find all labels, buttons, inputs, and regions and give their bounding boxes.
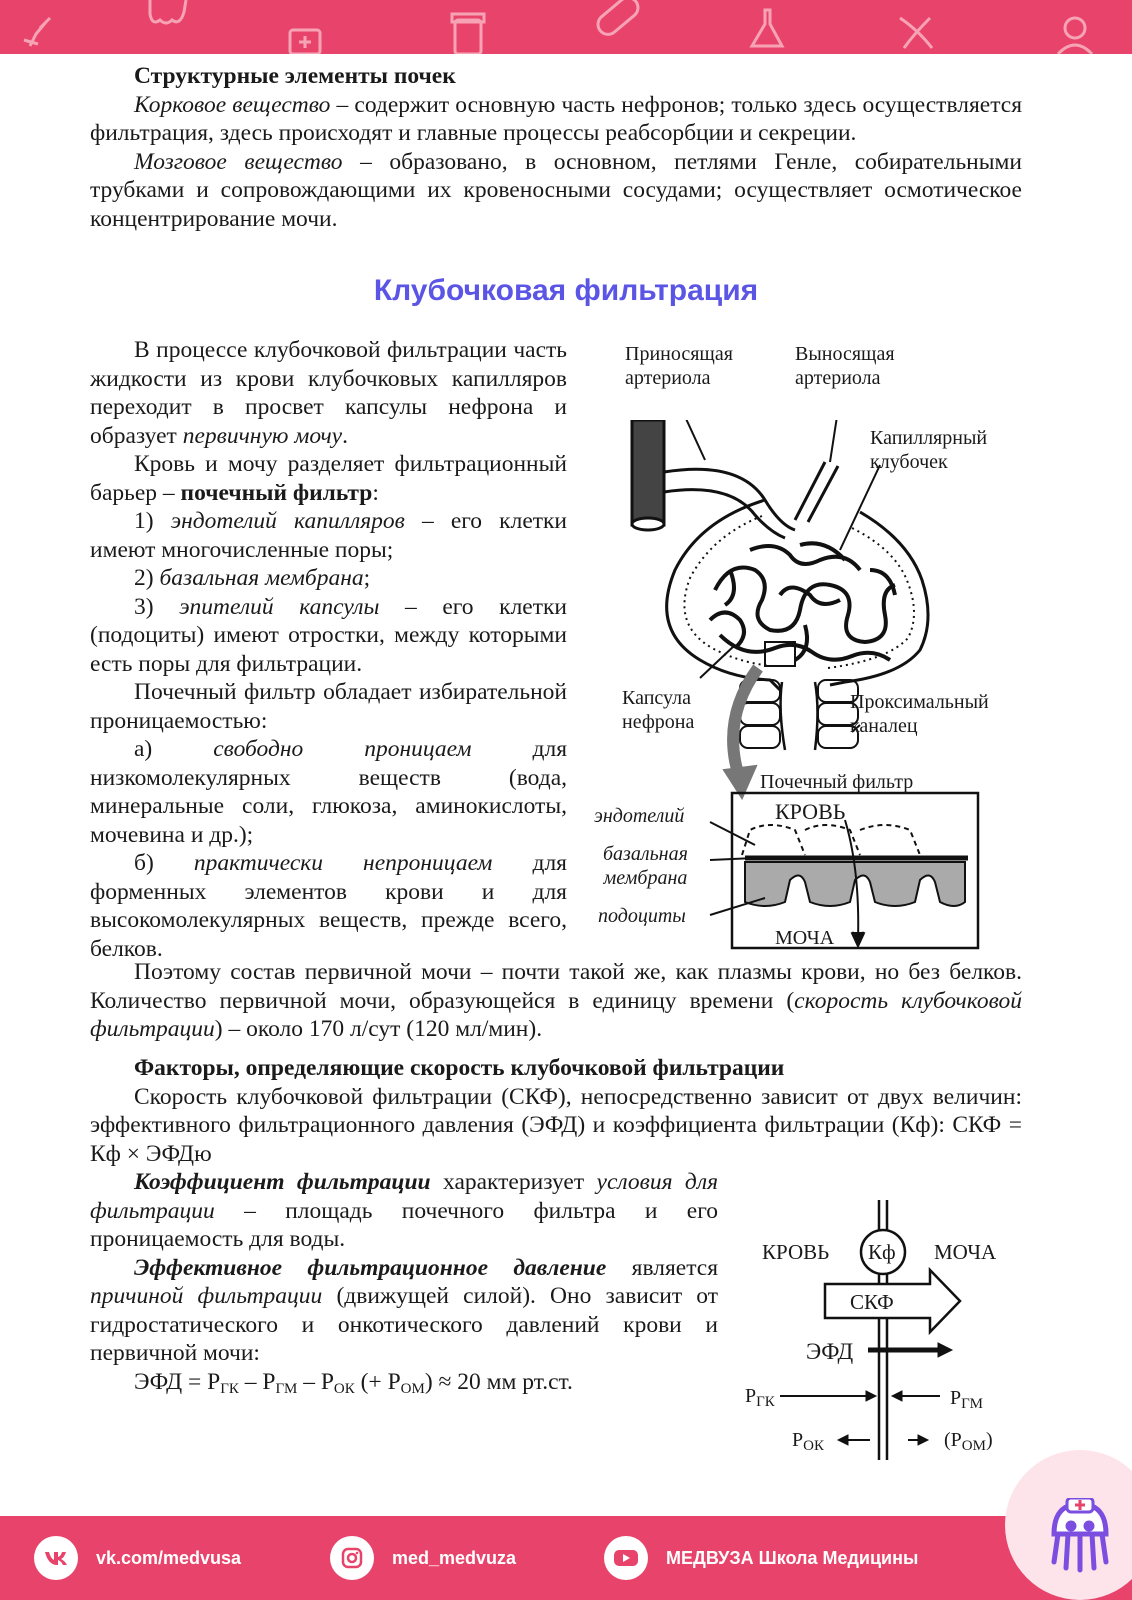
vk-icon <box>34 1536 78 1580</box>
l1c: – его клетки имеют многочисленные поры; <box>90 508 568 563</box>
skf-kf: Кф <box>868 1240 896 1264</box>
p2a: Кровь и мочу разделяет фильтрационный барьер – <box>90 451 567 506</box>
structure-title: Структурные элементы почек <box>134 63 456 89</box>
l1a: 1) <box>134 508 171 534</box>
p1c: . <box>342 422 348 449</box>
instagram-icon <box>330 1536 374 1580</box>
p2c: : <box>372 479 379 506</box>
skf-blood: КРОВЬ <box>762 1240 830 1264</box>
header-bar <box>0 0 1132 54</box>
cortex-text: – содержит основную часть нефронов; только здесь осуществляется фильтрация, здесь происходят и главные процессы реабсорбции и секреции. <box>90 91 1023 146</box>
p-gm: $P_{ГМ}$ <box>950 1387 983 1412</box>
pill-bottle-icon <box>452 14 484 54</box>
composition-text <box>90 958 1022 1044</box>
dna-icon <box>900 18 932 48</box>
youtube-link[interactable]: МЕДВУЗА Школа Медицины <box>604 1536 918 1580</box>
capillary-tangle <box>710 543 895 660</box>
epithelium-term: эпителий капсулы <box>179 593 380 620</box>
p4c: ) – около 170 л/сут (120 мл/мин). <box>214 1016 543 1042</box>
youtube-icon <box>604 1536 648 1580</box>
label-afferent: Приносящая артериола <box>625 343 733 389</box>
header-pattern <box>0 0 1132 54</box>
l2c: ; <box>363 565 371 591</box>
l2a: 2) <box>134 565 160 591</box>
p4a: Поэтому состав первичной мочи – почти такой же, как плазмы крови, но без белков. Количество первичной мочи, образующейся в единицу времени ( <box>90 959 1022 1014</box>
label-glomerulus: Капиллярный клубочек <box>870 427 988 473</box>
p-ok: $P_{ОК}$ <box>792 1429 824 1454</box>
label-capsule: Капсула нефрона <box>622 687 695 733</box>
k-mid: характеризует <box>430 1169 597 1195</box>
label-efferent: Выносящая артериола <box>795 343 895 389</box>
k-ital: условия для фильтрации <box>90 1169 718 1224</box>
label-endothelium: эндотелий <box>594 805 685 827</box>
cortex-term: Корковое вещество <box>134 91 331 118</box>
a1: а) <box>134 736 214 762</box>
basement-term: базальная мембрана <box>159 565 364 591</box>
medulla-term: Мозговое вещество <box>134 148 343 175</box>
renal-filter-term: почечный фильтр <box>180 479 373 506</box>
medulla-text: – образовано, в основном, петлями Генле, собирательными трубками и сопровождающими их кровеносными сосудами; осуществляет осмотическое концентрирование мочи. <box>90 148 1022 232</box>
k-term: Коэффициент фильтрации <box>134 1169 431 1195</box>
skf-urine: МОЧА <box>934 1240 997 1264</box>
glomerular-text <box>90 336 567 963</box>
k-end: – площадь почечного фильтра и его проницаемость для воды. <box>90 1197 718 1252</box>
footer-bar <box>0 1516 1132 1600</box>
dropper-icon <box>24 18 50 46</box>
afferent-arteriole-shape <box>632 420 664 525</box>
impermeable: практически непроницаем <box>193 850 493 876</box>
b3: для форменных элементов крови и для высокомолекулярных веществ, прежде всего, белков. <box>90 850 567 962</box>
factors-p1: Скорость клубочковой фильтрации (СКФ), непосредственно зависит от двух величин: эффективного фильтрационного давления (ЭФД) и коэффициента фильтрации (Кф): СКФ = Кф × ЭФДю <box>90 1083 1022 1167</box>
gfr-term: скорость клубочковой фильтрации <box>90 987 1022 1042</box>
main-heading: Клубочковая фильтрация <box>373 274 759 307</box>
e-ital: причиной фильтрации <box>90 1283 323 1309</box>
p-om: $(P_{ОМ})$ <box>944 1429 993 1454</box>
p1a: В процессе клубочковой фильтрации часть жидкости из крови клубочковых капилляров переходит в просвет капсулы нефрона и образует <box>90 337 567 449</box>
l3a: 3) <box>134 593 180 620</box>
efd-label: ЭФД <box>806 1339 854 1364</box>
e-end: (движущей силой). Оно зависит от гидростатического и онкотического давлений крови и первичной мочи: <box>90 1283 719 1366</box>
bandage-icon <box>594 0 642 38</box>
instagram-link[interactable]: med_medvuza <box>330 1536 516 1580</box>
label-urine: МОЧА <box>775 927 835 949</box>
skf-label: СКФ <box>850 1290 894 1314</box>
e-mid: является <box>606 1254 719 1281</box>
factors-left <box>90 1168 718 1403</box>
endothelium-term: эндотелий капилляров <box>170 508 405 534</box>
efd-formula: ЭФД = $P_{ГК} - P_{ГМ} - P_{ОК}$ (+ $P_{ОМ}) \approx 20$ мм рт.ст. <box>134 1368 573 1397</box>
p-gk: $P_{ГК}$ <box>745 1385 775 1410</box>
vk-link[interactable]: vk.com/medvusa <box>34 1536 241 1580</box>
flask-icon <box>752 10 782 46</box>
freely-permeable: свободно проницаем <box>213 736 472 762</box>
p3: Почечный фильтр обладает избирательной проницаемостью: <box>90 679 567 734</box>
label-podocytes: подоциты <box>598 905 686 927</box>
label-proximal: Проксимальный каналец <box>850 691 989 737</box>
b1: б) <box>134 850 194 876</box>
label-filter-title: Почечный фильтр <box>760 771 914 793</box>
l3c: – его клетки (подоциты) имеют отростки, между которыми есть поры для фильтрации. <box>90 593 567 677</box>
medkit-icon <box>290 30 320 54</box>
structure-section <box>90 62 1022 233</box>
octopus-icon <box>1040 1498 1120 1578</box>
label-blood: КРОВЬ <box>775 799 846 824</box>
label-basement: базальная мембрана <box>603 843 688 889</box>
tooth-icon <box>150 0 186 23</box>
e-term: Эффективное фильтрационное давление <box>134 1254 607 1281</box>
primary-urine-term: первичную мочу <box>182 422 343 449</box>
a3: для низкомолекулярных веществ (вода, минеральные соли, глюкоза, аминокислоты, мочевина и др.); <box>90 736 568 848</box>
doctor-icon <box>1058 18 1092 54</box>
factors-title: Факторы, определяющие скорость клубочковой фильтрации <box>134 1055 785 1081</box>
factors-section <box>90 1054 1022 1168</box>
